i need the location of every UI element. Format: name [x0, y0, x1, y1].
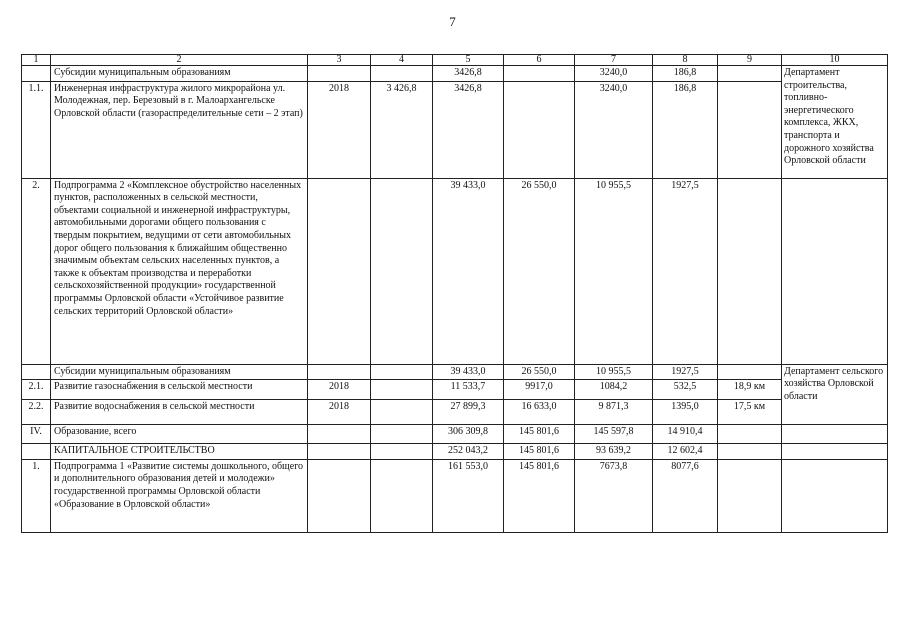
cell-federal: 145 801,6: [504, 459, 575, 532]
cell-local: 186,8: [653, 81, 718, 178]
col-header: 4: [371, 55, 433, 66]
cell-total: 306 309,8: [433, 425, 504, 444]
cell-local: 532,5: [653, 380, 718, 400]
table-row: [22, 380, 888, 400]
col-header: 7: [575, 55, 653, 66]
cell-regional: 7673,8: [575, 459, 653, 532]
table-row: [22, 425, 888, 444]
row-name: КАПИТАЛЬНОЕ СТРОИТЕЛЬСТВО: [51, 444, 308, 460]
cell-total: 11 533,7: [433, 380, 504, 400]
cell-cost: 3 426,8: [371, 81, 433, 178]
budget-table: [21, 54, 888, 533]
cell-regional: 10 955,5: [575, 178, 653, 364]
col-header: 9: [718, 55, 782, 66]
cell-regional: 10 955,5: [575, 364, 653, 380]
cell-local: 1395,0: [653, 400, 718, 425]
row-number: 1.1.: [22, 81, 51, 178]
cell-regional: 1084,2: [575, 380, 653, 400]
col-header: 5: [433, 55, 504, 66]
cell-federal: 145 801,6: [504, 444, 575, 460]
cell-total: 252 043,2: [433, 444, 504, 460]
col-header: 8: [653, 55, 718, 66]
cell-federal: 26 550,0: [504, 364, 575, 380]
cell-federal: 26 550,0: [504, 178, 575, 364]
table-row: [22, 459, 888, 532]
cell-federal: 16 633,0: [504, 400, 575, 425]
cell-total: 161 553,0: [433, 459, 504, 532]
cell-year: 2018: [308, 81, 371, 178]
row-name: Инженерная инфраструктура жилого микрорайона ул. Молодежная, пер. Березовый в г. Малоархангельске Орловской области (газораспределительные сети – 2 этап): [51, 81, 308, 178]
row-name: Субсидии муниципальным образованиям: [51, 66, 308, 82]
row-number: 2.1.: [22, 380, 51, 400]
cell-length: 17,5 км: [718, 400, 782, 425]
column-number-row: [22, 55, 888, 66]
cell-total: 3426,8: [433, 81, 504, 178]
cell-local: 12 602,4: [653, 444, 718, 460]
cell-regional: 3240,0: [575, 66, 653, 82]
cell-local: 8077,6: [653, 459, 718, 532]
cell-local: 1927,5: [653, 364, 718, 380]
cell-regional: 3240,0: [575, 81, 653, 178]
cell-local: 1927,5: [653, 178, 718, 364]
row-name: Образование, всего: [51, 425, 308, 444]
cell-regional: 145 597,8: [575, 425, 653, 444]
col-header: 6: [504, 55, 575, 66]
table-row: [22, 178, 888, 364]
row-name: Развитие газоснабжения в сельской местности: [51, 380, 308, 400]
table-row: [22, 444, 888, 460]
col-header: 10: [782, 55, 888, 66]
row-number: 2.: [22, 178, 51, 364]
row-name: Субсидии муниципальным образованиям: [51, 364, 308, 380]
col-header: 1: [22, 55, 51, 66]
table-row: [22, 81, 888, 178]
cell-year: 2018: [308, 400, 371, 425]
col-header: 2: [51, 55, 308, 66]
row-number: 2.2.: [22, 400, 51, 425]
cell-regional: 93 639,2: [575, 444, 653, 460]
cell-federal: 145 801,6: [504, 425, 575, 444]
row-name: Развитие водоснабжения в сельской местности: [51, 400, 308, 425]
cell-total: 39 433,0: [433, 178, 504, 364]
cell-total: 3426,8: [433, 66, 504, 82]
cell-total: 39 433,0: [433, 364, 504, 380]
row-name: Подпрограмма 1 «Развитие системы дошкольного, общего и дополнительного образования детей и молодежи» государственной программы Орловской области «Образование в Орловской области»: [51, 459, 308, 532]
row-name: Подпрограмма 2 «Комплексное обустройство населенных пунктов, расположенных в сельской местности, объектами социальной и инженерной инфраструктуры, автомобильными дорогами общего пользования с твердым покрытием, ведущими от сети автомобильных дорог общего пользования к ближайшим общественно значимым объектам сельских населенных пунктов, а также к объектам производства и переработки сельскохозяйственной продукции» государственной программы Орловской области «Устойчивое развитие сельских территорий Орловской области»: [51, 178, 308, 364]
responsible-department: Департамент сельского хозяйства Орловской области: [782, 364, 888, 425]
page-number: 7: [449, 14, 456, 29]
cell-federal: 9917,0: [504, 380, 575, 400]
table-row: [22, 400, 888, 425]
cell-year: 2018: [308, 380, 371, 400]
row-number: 1.: [22, 459, 51, 532]
table-row: [22, 66, 888, 82]
cell-regional: 9 871,3: [575, 400, 653, 425]
col-header: 3: [308, 55, 371, 66]
cell-total: 27 899,3: [433, 400, 504, 425]
row-number: IV.: [22, 425, 51, 444]
cell-length: 18,9 км: [718, 380, 782, 400]
cell-local: 14 910,4: [653, 425, 718, 444]
table-row: [22, 364, 888, 380]
responsible-department: Департамент строительства, топливно-энергетического комплекса, ЖКХ, транспорта и дорожного хозяйства Орловской области: [782, 66, 888, 179]
cell-local: 186,8: [653, 66, 718, 82]
